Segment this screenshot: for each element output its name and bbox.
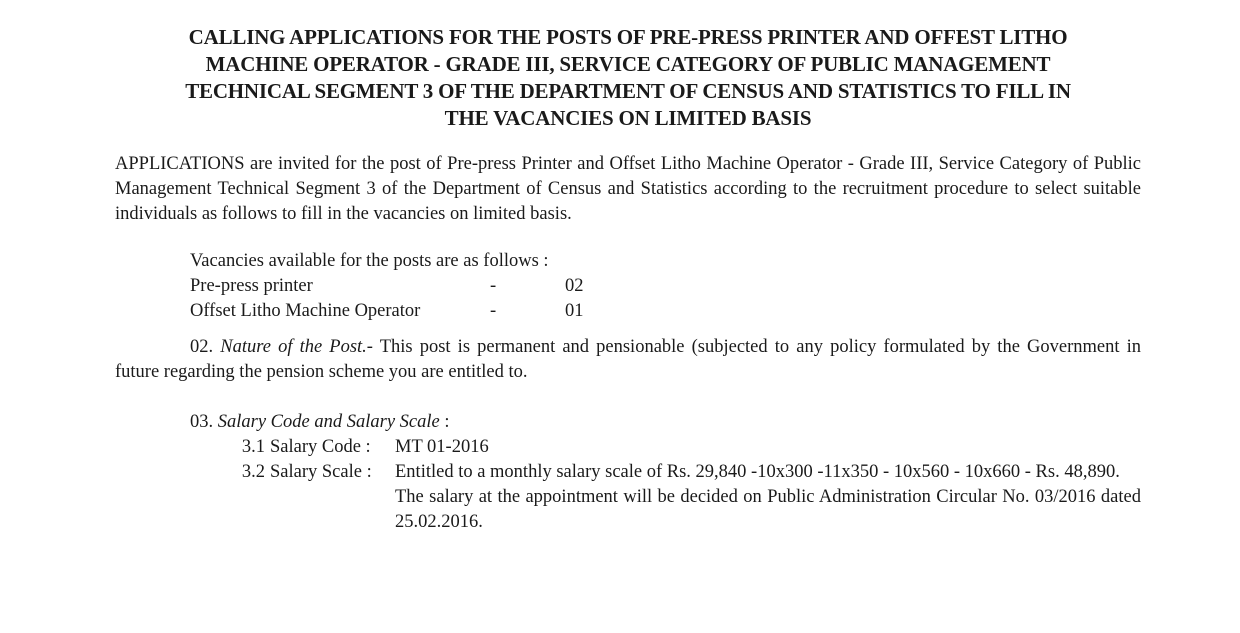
nature-of-post-text: - This post is permanent and pensionable (subjected to any policy formulated by the Government in future regarding the pension scheme you are entitled to. bbox=[115, 337, 1141, 382]
vacancy-count: 01 bbox=[565, 301, 584, 321]
salary-scale-value-block bbox=[395, 460, 1141, 535]
vacancies-heading: Vacancies available for the posts are as follows : bbox=[190, 251, 549, 271]
vacancies-block bbox=[190, 249, 1141, 324]
section-number: 03. bbox=[190, 412, 214, 432]
salary-code-value: MT 01-2016 bbox=[395, 437, 489, 457]
gazette-notice bbox=[115, 24, 1141, 535]
title-line-1: CALLING APPLICATIONS FOR THE POSTS OF PRE-PRESS PRINTER AND OFFEST LITHO bbox=[188, 25, 1068, 49]
vacancy-count: 02 bbox=[565, 276, 584, 296]
salary-scale-label: Salary Scale : bbox=[270, 462, 372, 482]
title-line-4: THE VACANCIES ON LIMITED BASIS bbox=[444, 106, 812, 130]
vacancy-row bbox=[190, 299, 1141, 324]
vacancy-post-name: Pre-press printer bbox=[190, 276, 313, 296]
title-line-2: MACHINE OPERATOR - GRADE III, SERVICE CATEGORY OF PUBLIC MANAGEMENT bbox=[205, 52, 1051, 76]
notice-title bbox=[115, 24, 1141, 132]
section-heading: Nature of the Post. bbox=[220, 337, 367, 357]
nature-of-post-paragraph bbox=[115, 335, 1141, 385]
subsection-number: 3.2 bbox=[241, 462, 265, 482]
section-number: 02. bbox=[190, 337, 214, 357]
salary-appointment-note: The salary at the appointment will be decided on Public Administration Circular No. 03/2016 dated 25.02.2016. bbox=[395, 487, 1141, 532]
salary-scale-row bbox=[115, 460, 1141, 535]
vacancy-dash: - bbox=[490, 276, 497, 296]
section-heading: Salary Code and Salary Scale bbox=[217, 412, 440, 432]
title-line-3: TECHNICAL SEGMENT 3 OF THE DEPARTMENT OF CENSUS AND STATISTICS TO FILL IN bbox=[185, 79, 1071, 103]
salary-code-row bbox=[115, 435, 1141, 460]
heading-colon: : bbox=[439, 412, 450, 432]
salary-section-heading bbox=[190, 410, 1141, 435]
subsection-number: 3.1 bbox=[241, 437, 265, 457]
salary-scale-value: Entitled to a monthly salary scale of Rs. 29,840 -10x300 -11x350 - 10x560 - 10x660 - Rs. 48,890. bbox=[395, 462, 1120, 482]
vacancy-dash: - bbox=[490, 301, 497, 321]
salary-code-label: Salary Code : bbox=[270, 437, 371, 457]
vacancy-post-name: Offset Litho Machine Operator bbox=[190, 301, 421, 321]
vacancy-row bbox=[190, 274, 1141, 299]
intro-paragraph: APPLICATIONS are invited for the post of Pre-press Printer and Offset Litho Machine Operator - Grade III, Service Category of Public Management Technical Segment 3 of the Department of Census and Statistics according to the recruitment procedure to select suitable individuals as follows to fill in the vacancies on limited basis. bbox=[115, 154, 1141, 224]
